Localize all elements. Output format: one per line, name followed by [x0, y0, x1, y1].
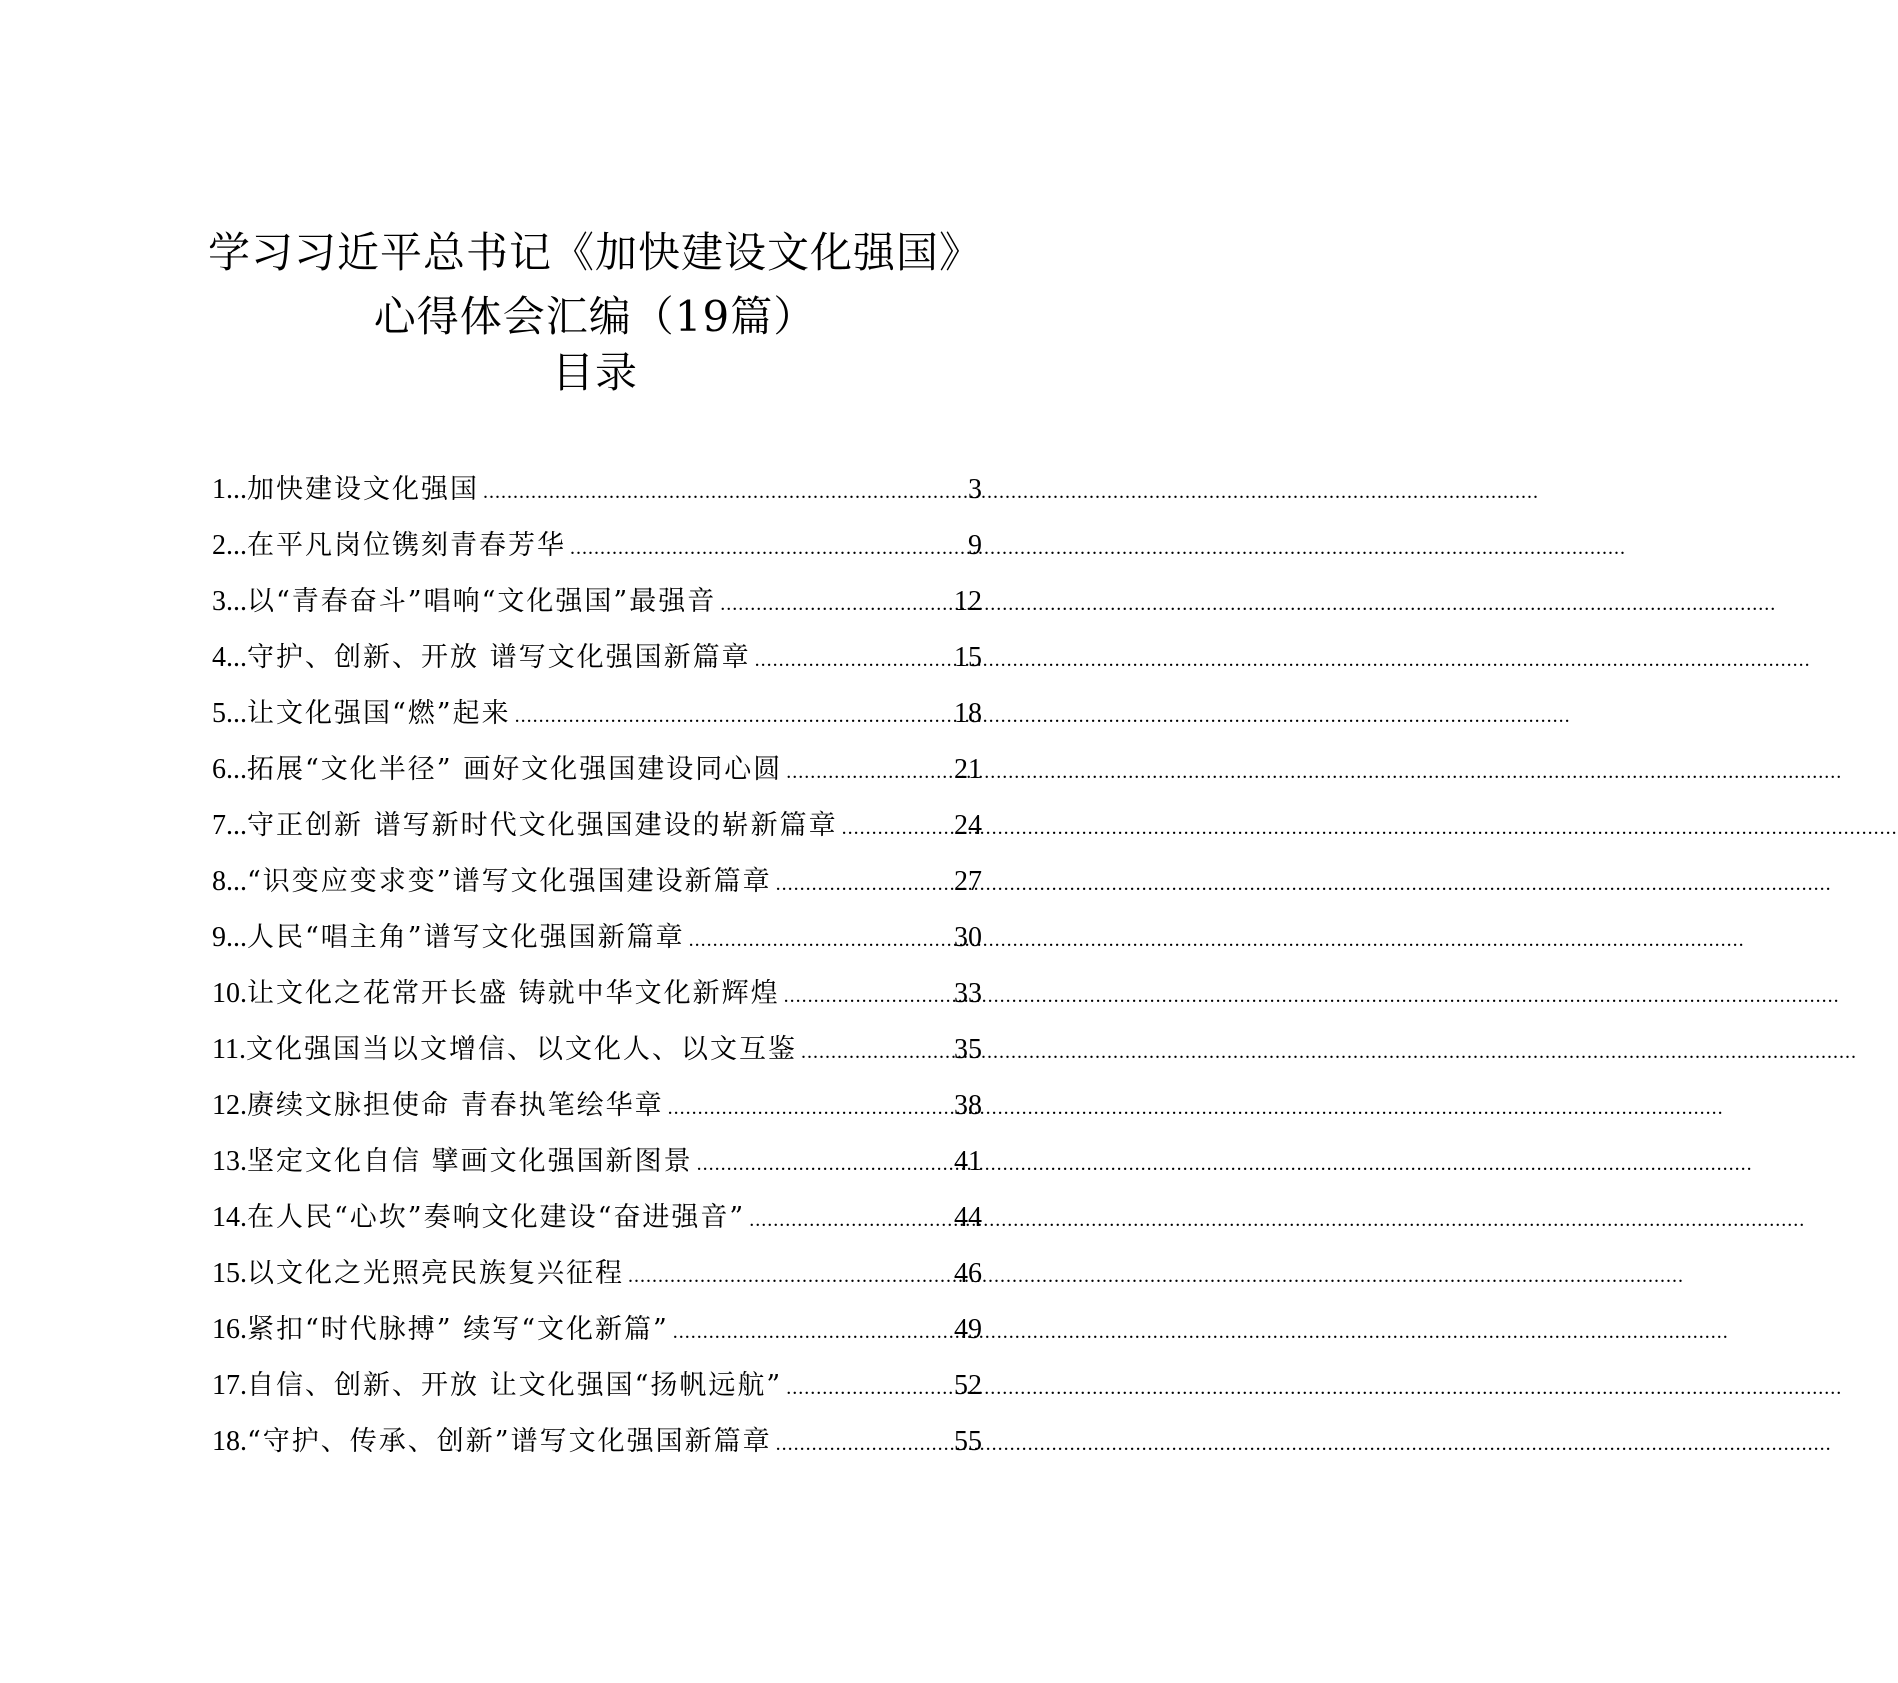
toc-dot-leader — [776, 1416, 950, 1472]
toc-entry-page-number: 3 — [968, 474, 982, 505]
toc-entry-number: 9... — [212, 922, 247, 953]
toc-entry-title: “识变应变求变”谱写文化强国建设新篇章 — [247, 866, 772, 897]
toc-entry-title: 自信、创新、开放 让文化强国“扬帆远航” — [247, 1370, 783, 1401]
toc-dot-leader — [776, 856, 950, 912]
toc-entry-title: 以文化之光照亮民族复兴征程 — [247, 1258, 624, 1289]
toc-dot-leader — [749, 1192, 950, 1248]
toc-entry-title: 在人民“心坎”奏响文化建设“奋进强音” — [247, 1202, 746, 1233]
toc-entry[interactable] — [212, 854, 982, 910]
toc-entry-number: 10. — [212, 978, 247, 1009]
toc-entry[interactable] — [212, 966, 982, 1022]
toc-dot-leader — [755, 632, 950, 688]
toc-entry[interactable] — [212, 910, 982, 966]
toc-entry-title: 守正创新 谱写新时代文化强国建设的崭新篇章 — [247, 810, 838, 841]
toc-entry-number: 4... — [212, 642, 247, 673]
toc-entry-number: 3... — [212, 586, 247, 617]
toc-entry-page-number: 30 — [954, 922, 982, 953]
toc-entry-title: 文化强国当以文增信、以文化人、以文互鉴 — [245, 1034, 797, 1065]
toc-entry[interactable] — [212, 574, 982, 630]
toc-entry-title: 赓续文脉担使命 青春执笔绘华章 — [247, 1090, 664, 1121]
toc-entry-number: 5... — [212, 698, 247, 729]
toc-entry-page-number: 52 — [954, 1370, 982, 1401]
toc-dot-leader — [483, 464, 964, 520]
toc-entry-title: 坚定文化自信 擘画文化强国新图景 — [247, 1146, 693, 1177]
toc-entry[interactable] — [212, 1302, 982, 1358]
toc-entry-page-number: 18 — [954, 698, 982, 729]
toc-entry-number: 12. — [212, 1090, 247, 1121]
toc-entry-title: 让文化之花常开长盛 铸就中华文化新辉煌 — [247, 978, 780, 1009]
document-title-line2: 心得体会汇编（19篇） — [373, 292, 817, 341]
toc-entry-number: 15. — [212, 1258, 247, 1289]
toc-dot-leader — [720, 576, 950, 632]
document-title-line1: 学习习近平总书记《加快建设文化强国》 — [207, 228, 982, 277]
toc-dot-leader — [697, 1136, 950, 1192]
toc-entry-title: 加快建设文化强国 — [247, 474, 479, 505]
toc-entry-number: 2... — [212, 530, 247, 561]
toc-entry[interactable] — [212, 1358, 982, 1414]
toc-entry[interactable] — [212, 798, 982, 854]
toc-heading: 目录 — [551, 348, 638, 397]
toc-entry[interactable] — [212, 742, 982, 798]
toc-entry-page-number: 38 — [954, 1090, 982, 1121]
toc-dot-leader — [689, 912, 950, 968]
toc-entry-page-number: 49 — [954, 1314, 982, 1345]
toc-entry-number: 8... — [212, 866, 247, 897]
toc-entry-page-number: 44 — [954, 1202, 982, 1233]
toc-entry[interactable] — [212, 1022, 982, 1078]
toc-entry[interactable] — [212, 630, 982, 686]
toc-dot-leader — [570, 520, 964, 576]
toc-entry-title: 守护、创新、开放 谱写文化强国新篇章 — [247, 642, 751, 673]
toc-entry-number: 16. — [212, 1314, 247, 1345]
toc-entry[interactable] — [212, 518, 982, 574]
toc-entry-page-number: 9 — [968, 530, 982, 561]
toc-entry[interactable] — [212, 1078, 982, 1134]
toc-entry-number: 13. — [212, 1146, 247, 1177]
toc-entry-number: 18. — [212, 1426, 247, 1457]
toc-entry[interactable] — [212, 462, 982, 518]
toc-dot-leader — [628, 1248, 950, 1304]
toc-entry-number: 17. — [212, 1370, 247, 1401]
toc-entry-page-number: 55 — [954, 1426, 982, 1457]
toc-dot-leader — [673, 1304, 950, 1360]
toc-entry-number: 6... — [212, 754, 247, 785]
table-of-contents — [212, 462, 982, 1470]
toc-entry-title: 拓展“文化半径” 画好文化强国建设同心圆 — [247, 754, 783, 785]
toc-entry-number: 11. — [212, 1034, 246, 1065]
toc-entry-number: 7... — [212, 810, 247, 841]
toc-entry-page-number: 21 — [954, 754, 982, 785]
toc-entry-page-number: 24 — [954, 810, 982, 841]
toc-dot-leader — [786, 1360, 950, 1416]
toc-entry-page-number: 12 — [954, 586, 982, 617]
toc-entry-title: 让文化强国“燃”起来 — [247, 698, 511, 729]
toc-entry-page-number: 41 — [954, 1146, 982, 1177]
toc-entry-page-number: 27 — [954, 866, 982, 897]
toc-dot-leader — [786, 744, 950, 800]
toc-dot-leader — [801, 1024, 950, 1080]
toc-entry-title: 紧扣“时代脉搏” 续写“文化新篇” — [247, 1314, 669, 1345]
toc-dot-leader — [668, 1080, 950, 1136]
toc-entry-title: 在平凡岗位镌刻青春芳华 — [247, 530, 566, 561]
toc-entry-title: 以“青春奋斗”唱响“文化强国”最强音 — [247, 586, 717, 617]
toc-entry-number: 14. — [212, 1202, 247, 1233]
toc-entry-page-number: 35 — [954, 1034, 982, 1065]
toc-entry-page-number: 46 — [954, 1258, 982, 1289]
toc-entry-title: “守护、传承、创新”谱写文化强国新篇章 — [247, 1426, 772, 1457]
toc-entry-title: 人民“唱主角”谱写文化强国新篇章 — [247, 922, 685, 953]
toc-dot-leader — [842, 800, 950, 856]
toc-entry-page-number: 33 — [954, 978, 982, 1009]
toc-entry[interactable] — [212, 1134, 982, 1190]
toc-dot-leader — [784, 968, 950, 1024]
toc-dot-leader — [515, 688, 950, 744]
toc-entry[interactable] — [212, 686, 982, 742]
toc-entry-number: 1... — [212, 474, 247, 505]
toc-entry[interactable] — [212, 1246, 982, 1302]
toc-entry[interactable] — [212, 1190, 982, 1246]
toc-entry-page-number: 15 — [954, 642, 982, 673]
toc-entry[interactable] — [212, 1414, 982, 1470]
